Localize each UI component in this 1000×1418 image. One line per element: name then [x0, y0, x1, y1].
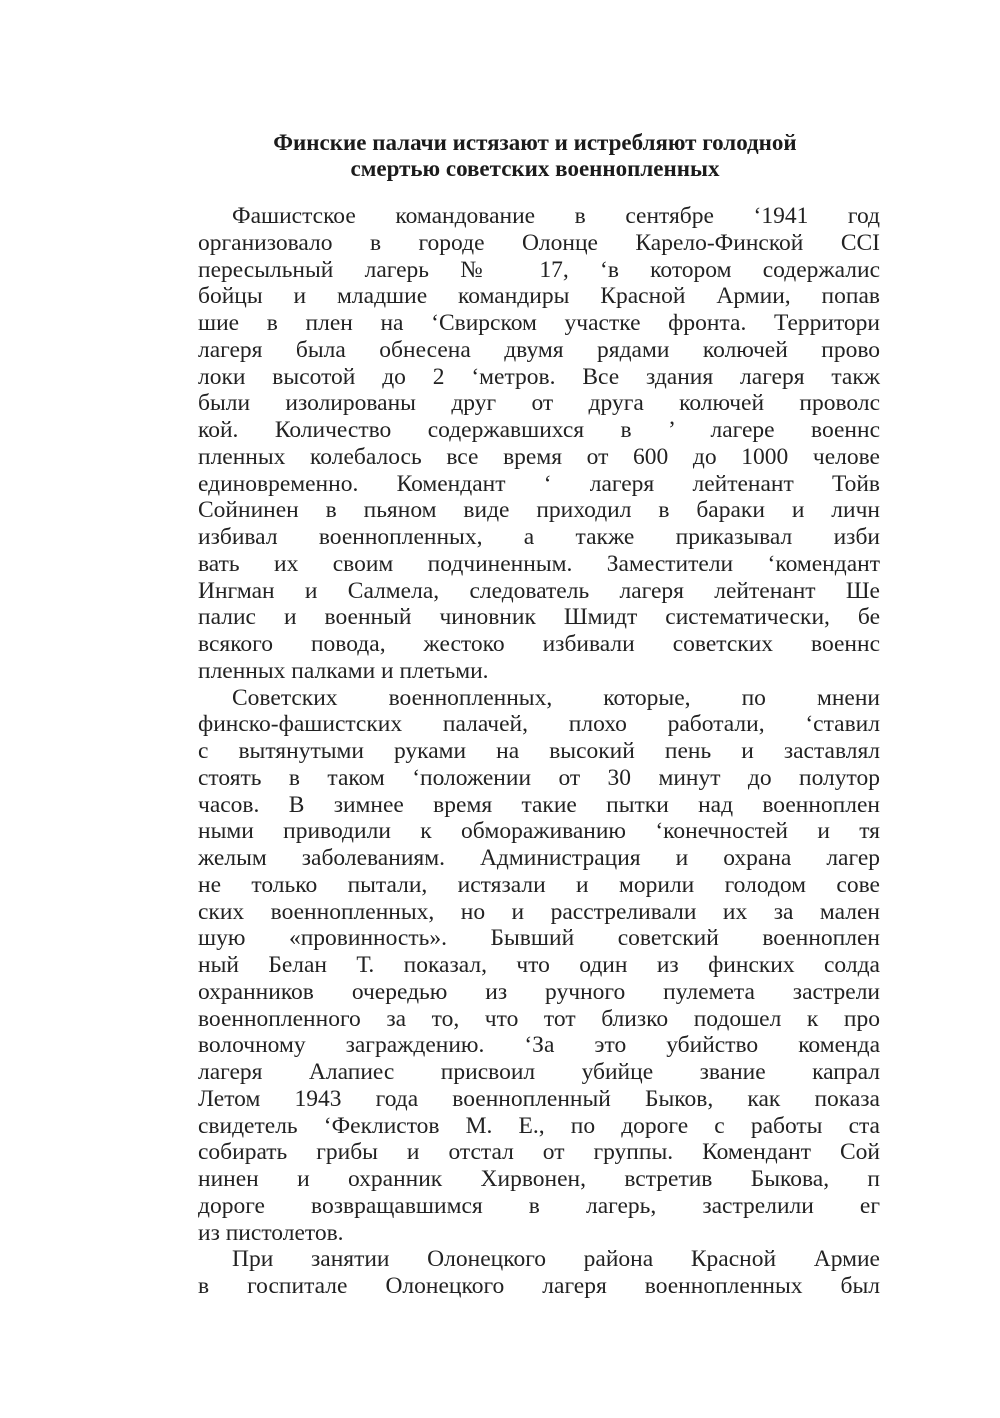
text-line: нинен и охранник Хирвонен, встретив Быкова, п — [198, 1166, 880, 1192]
text-line: всякого повода, жестоко избивали советских военнс — [198, 631, 880, 657]
text-line: шие в плен на ‘Свирском участке фронта. Территори — [198, 310, 880, 336]
text-line: вать их своим подчиненным. Заместители ‘комендант — [198, 550, 880, 577]
text-line: кой. Количество содержавшихся в ’ лагере военнс — [198, 417, 880, 443]
text-line: единовременно. Комендант ‘ лагеря лейтенант Тойв — [198, 470, 880, 497]
text-line: желым заболеваниям. Администрация и охрана лагер — [198, 845, 880, 871]
text-line: лагеря была обнесена двумя рядами колючей прово — [198, 336, 880, 363]
text-line: ских военнопленных, но и расстреливали их за мален — [198, 898, 880, 925]
text-line: охранников очередью из ручного пулемета застрели — [198, 978, 880, 1005]
article-body — [198, 203, 880, 1300]
paragraph — [198, 685, 880, 1247]
article-title — [190, 130, 880, 182]
text-line: локи высотой до 2 ‘метров. Все здания лагеря такж — [198, 363, 880, 390]
text-line: пленных колебалось все время от 600 до 1000 челове — [198, 443, 880, 470]
text-line: военнопленного за то, что тот близко подошел к про — [198, 1005, 880, 1032]
text-line: ными приводили к обмораживанию ‘конечностей и тя — [198, 818, 880, 845]
text-line: Советских военнопленных, которые, по мнени — [232, 684, 880, 711]
text-line: из пистолетов. — [198, 1219, 344, 1246]
text-line: лагеря Алапиес присвоил убийце звание капрал — [198, 1059, 880, 1085]
text-line: были изолированы друг от друга колючей проволс — [198, 390, 880, 417]
text-line: шую «провинность». Бывший советский военноплен — [198, 925, 880, 952]
text-line: стоять в таком ‘положении от 30 минут до полутор — [198, 764, 880, 791]
text-line: собирать грибы и отстал от группы. Комендант Сой — [198, 1139, 880, 1166]
text-line: с вытянутыми руками на высокий пень и заставлял — [198, 738, 880, 764]
paragraph — [198, 1246, 880, 1300]
text-line: пересыльный лагерь № 17, ‘в котором содержалис — [198, 256, 880, 283]
text-line: финско-фашистских палачей, плохо работали, ‘ставил — [198, 711, 880, 738]
paragraph — [198, 203, 880, 685]
text-line: организовало в городе Олонце Карело-Финской ССІ — [198, 229, 880, 256]
text-line: свидетель ‘Феклистов М. Е., по дороге с работы ста — [198, 1112, 880, 1139]
text-line: При занятии Олонецкого района Красной Армие — [232, 1246, 880, 1273]
text-line: не только пытали, истязали и морили голодом сове — [198, 871, 880, 898]
text-line: часов. В зимнее время такие пытки над военноплен — [198, 791, 880, 818]
title-line: Финские палачи истязают и истребляют голодной — [273, 130, 797, 155]
title-line: смертью советских военнопленных — [350, 156, 720, 181]
text-line: Ингман и Салмела, следователь лагеря лейтенант Ше — [198, 577, 880, 604]
text-line: Сойнинен в пьяном виде приходил в бараки и личн — [198, 497, 880, 524]
text-line: пленных палками и плетьми. — [198, 657, 489, 684]
text-line: Фашистское командование в сентябре ‘1941 год — [232, 203, 880, 229]
text-line: дороге возвращавшимся в лагерь, застрелили ег — [198, 1192, 880, 1219]
text-line: палис и военный чиновник Шмидт систематически, бе — [198, 604, 880, 631]
text-line: бойцы и младшие командиры Красной Армии, попав — [198, 283, 880, 310]
text-line: избивал военнопленных, а также приказывал изби — [198, 524, 880, 550]
text-line: волочному заграждению. ‘За это убийство коменда — [198, 1032, 880, 1059]
text-line: ный Белан Т. показал, что один из финских солда — [198, 952, 880, 978]
text-line: в госпитале Олонецкого лагеря военнопленных был — [198, 1273, 880, 1299]
text-line: Летом 1943 года военнопленный Быков, как показа — [198, 1085, 880, 1112]
